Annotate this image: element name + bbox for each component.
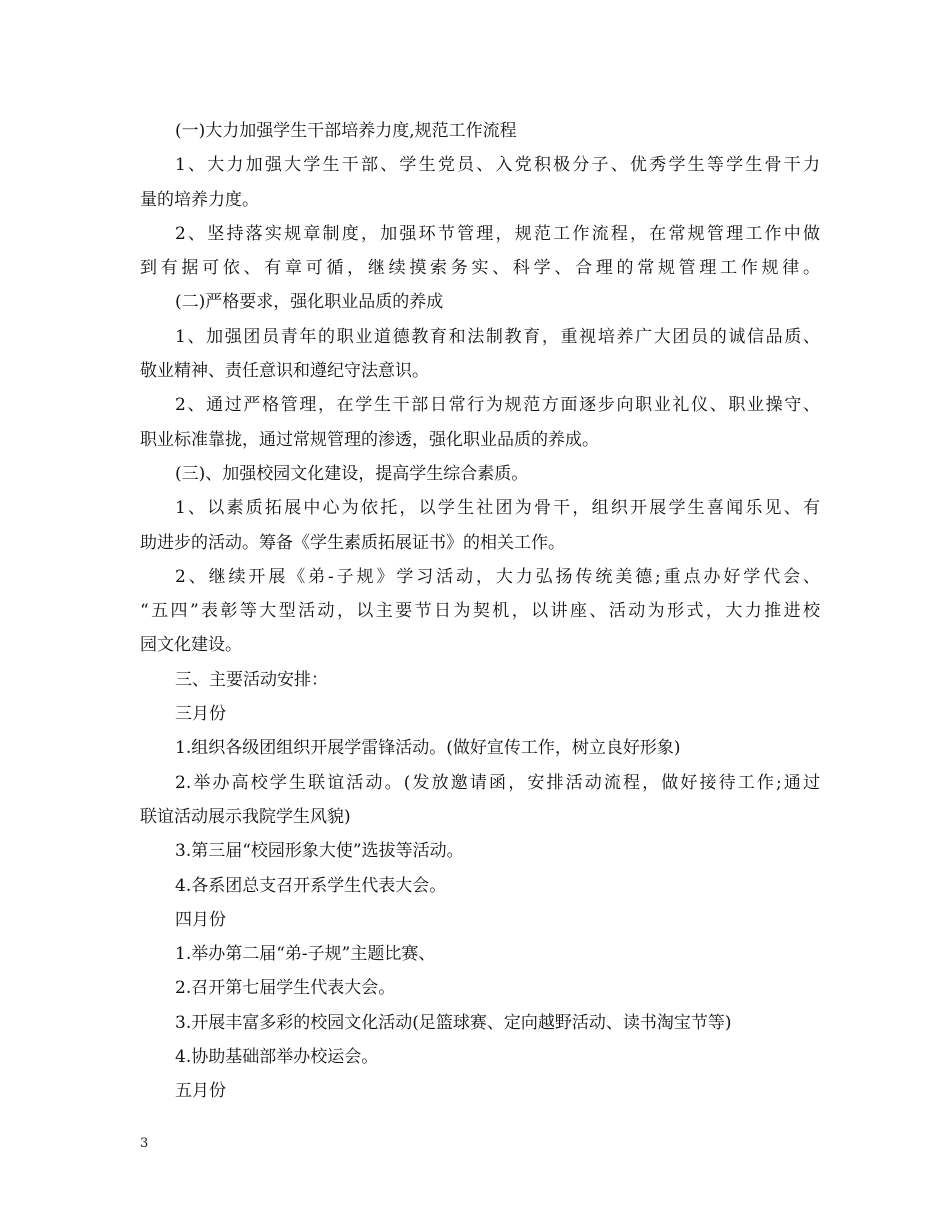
paragraph-line: 1、大力加强大学生干部、学生党员、入党积极分子、优秀学生等学生骨干力 [175, 155, 820, 176]
paragraph-line: 2、通过严格管理，在学生干部日常行为规范方面逐步向职业礼仪、职业操守、 [175, 395, 820, 416]
section-heading: (二)严格要求，强化职业品质的养成 [175, 292, 444, 313]
month-heading: 三月份 [175, 704, 226, 725]
paragraph-line: 职业标准靠拢，通过常规管理的渗透，强化职业品质的养成。 [140, 429, 599, 450]
list-item: 3.第三届“校园形象大使”选拔等活动。 [175, 841, 464, 862]
paragraph-line: 1、以素质拓展中心为依托，以学生社团为骨干，组织开展学生喜闻乐见、有 [175, 498, 820, 519]
document-body [140, 114, 820, 1109]
list-item: 4.各系团总支召开系学生代表大会。 [175, 875, 447, 896]
list-item: 1.举办第二届“弟-子规”主题比赛、 [175, 944, 436, 965]
list-item: 4.协助基础部举办校运会。 [175, 1047, 379, 1068]
paragraph-line: 2、继续开展《弟-子规》学习活动，大力弘扬传统美德;重点办好学代会、 [175, 566, 820, 587]
paragraph-line: 助进步的活动。筹备《学生素质拓展证书》的相关工作。 [140, 532, 565, 553]
paragraph-line: 到有据可依、有章可循，继续摸索务实、科学、合理的常规管理工作规律。 [140, 258, 820, 279]
list-item: 3.开展丰富多彩的校园文化活动(足篮球赛、定向越野活动、读书淘宝节等) [175, 1012, 732, 1033]
paragraph-line: 1、加强团员青年的职业道德教育和法制教育，重视培养广大团员的诚信品质、 [175, 326, 820, 347]
list-item: 联谊活动展示我院学生风貌) [140, 806, 351, 827]
list-item: 2.召开第七届学生代表大会。 [175, 978, 396, 999]
paragraph-line: “五四”表彰等大型活动，以主要节日为契机，以讲座、活动为形式，大力推进校 [140, 601, 820, 622]
paragraph-line: 园文化建设。 [140, 635, 242, 656]
section-heading: 三、主要活动安排： [175, 669, 328, 690]
paragraph-line: 量的培养力度。 [140, 189, 259, 210]
section-heading: (一)大力加强学生干部培养力度,规范工作流程 [175, 121, 517, 141]
paragraph-line: 2、坚持落实规章制度，加强环节管理，规范工作流程，在常规管理工作中做 [175, 223, 820, 244]
section-heading: (三)、加强校园文化建设，提高学生综合素质。 [175, 463, 529, 484]
page-number: 3 [140, 1136, 149, 1151]
month-heading: 四月份 [175, 909, 226, 930]
list-item: 2.举办高校学生联谊活动。(发放邀请函，安排活动流程，做好接待工作;通过 [175, 772, 820, 793]
list-item: 1.组织各级团组织开展学雷锋活动。(做好宣传工作，树立良好形象) [175, 738, 681, 759]
month-heading: 五月份 [175, 1081, 226, 1102]
paragraph-line: 敬业精神、责任意识和遵纪守法意识。 [140, 361, 429, 382]
